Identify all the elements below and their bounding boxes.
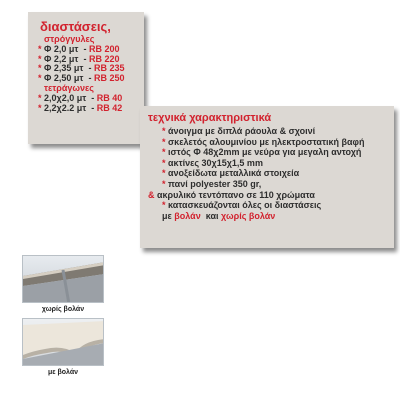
tech-title: τεχνικά χαρακτηριστικά — [148, 112, 272, 124]
bullet-star: * — [162, 168, 169, 179]
model-code: RB 42 — [96, 102, 123, 113]
feature-text: ιστός Φ 48χ2mm με νεύρα για μεγαλη αντοχή — [168, 147, 362, 158]
feature-text: άνοιγμα με διπλά ράουλα & σχοινί — [168, 126, 316, 136]
square-size-list — [38, 94, 144, 113]
tech-specs-card — [140, 106, 394, 248]
model-code: RB 220 — [88, 53, 120, 64]
square-size-row — [38, 104, 144, 114]
ampersand: & — [148, 189, 157, 200]
bullet-star: * — [162, 200, 169, 211]
tech-feature-item — [148, 179, 394, 190]
valance-word: βολάν — [174, 210, 201, 221]
valance-line — [148, 211, 394, 222]
size-text: Φ 2,50 μτ — [44, 72, 84, 83]
model-code: RB 40 — [96, 93, 123, 103]
made-line — [148, 200, 394, 211]
bullet-star: * — [162, 157, 169, 168]
bullet-star: * — [38, 63, 45, 73]
feature-text: σκελετός αλουμινίου με ηλεκτροστατική βαφή — [168, 136, 365, 147]
model-code: RB 250 — [93, 72, 125, 83]
dash-separator: - — [78, 44, 89, 54]
feature-text: πανί polyester 350 gr, — [168, 178, 262, 189]
tech-feature-list — [148, 126, 394, 190]
without-valance-caption: χωρίς βολάν — [41, 306, 85, 313]
acrylic-line — [148, 190, 394, 201]
size-text: Φ 2,35 μτ — [44, 63, 84, 73]
size-text: Φ 2,0 μτ — [44, 44, 79, 54]
size-text: Φ 2,2 μτ — [44, 53, 79, 64]
bullet-star: * — [38, 102, 45, 113]
tech-feature-item — [148, 137, 394, 148]
model-code: RB 200 — [88, 44, 120, 54]
tech-feature-item — [148, 126, 394, 137]
round-size-row — [38, 74, 144, 84]
dimensions-title: διαστάσεις, — [40, 19, 111, 34]
feature-text: ακτίνες 30χ15χ1,5 mm — [168, 157, 263, 168]
bullet-star: * — [38, 44, 45, 54]
square-heading: τετράγωνες — [44, 83, 94, 93]
size-text: 2,2χ2.2 μτ — [44, 102, 87, 113]
dash-separator: - — [86, 93, 97, 103]
dash-separator: - — [83, 63, 94, 73]
bullet-star: * — [162, 136, 169, 147]
bullet-star: * — [38, 72, 45, 83]
tech-feature-item — [148, 168, 394, 179]
bullet-star: * — [38, 53, 45, 64]
round-size-list — [38, 45, 144, 83]
umbrella-without-valance-image — [22, 255, 104, 303]
tech-feature-item — [148, 147, 394, 158]
model-code: RB 235 — [93, 63, 125, 73]
with-valance-caption: με βολάν — [47, 369, 79, 376]
dash-separator: - — [78, 53, 89, 64]
and-word: και — [205, 210, 219, 221]
bullet-star: * — [162, 178, 169, 189]
bullet-star: * — [162, 126, 169, 136]
feature-text: ανοξείδωτα μεταλλικά στοιχεία — [168, 168, 300, 179]
made-text: κατασκευάζονται όλες οι διαστάσεις — [168, 200, 322, 211]
round-heading: στρόγγυλες — [44, 34, 95, 44]
bullet-star: * — [38, 93, 45, 103]
size-text: 2,0χ2,0 μτ — [44, 93, 87, 103]
dash-separator: - — [86, 102, 97, 113]
acrylic-text: ακρυλικό τεντόπανο σε 110 χρώματα — [157, 189, 315, 200]
dash-separator: - — [83, 72, 94, 83]
without-valance-text: χωρίς βολάν — [221, 210, 276, 221]
with-word: με — [162, 210, 172, 221]
tech-feature-item — [148, 158, 394, 169]
bullet-star: * — [162, 147, 169, 158]
umbrella-with-valance-image — [22, 318, 104, 366]
dimensions-card — [28, 12, 144, 144]
